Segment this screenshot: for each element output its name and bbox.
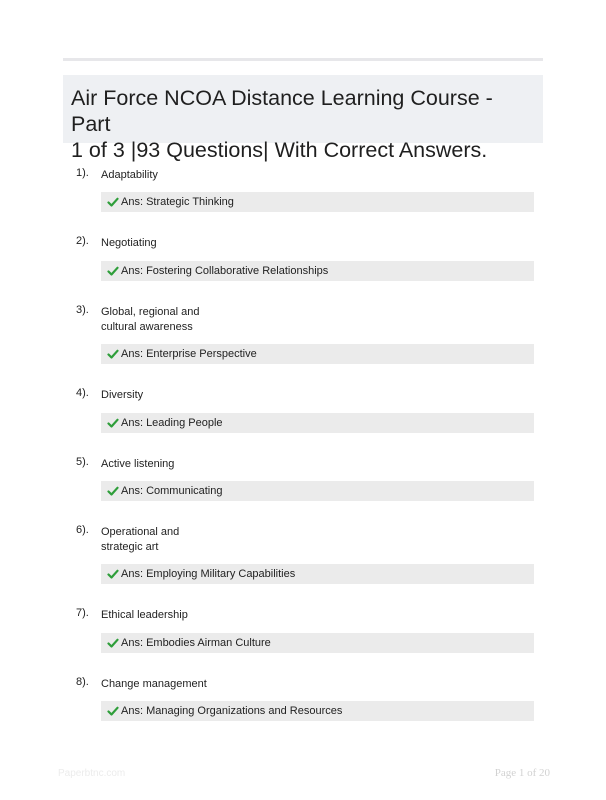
checkmark-icon	[107, 417, 119, 429]
answer-text: Ans: Fostering Collaborative Relationships	[121, 265, 329, 277]
watermark-text: Paperbtnc.com	[58, 768, 126, 779]
question-number: 3).	[76, 304, 89, 316]
checkmark-icon	[107, 485, 119, 497]
question-number: 7).	[76, 607, 89, 619]
checkmark-icon	[107, 568, 119, 580]
checkmark-icon	[107, 265, 119, 277]
question-text: Ethical leadership	[101, 609, 188, 621]
checkmark-icon	[107, 637, 119, 649]
top-divider	[63, 58, 543, 61]
question-text: Operational and strategic art	[101, 526, 180, 553]
answer-text: Ans: Communicating	[121, 485, 223, 497]
page-number: Page 1 of 20	[494, 767, 550, 779]
question-number: 2).	[76, 235, 89, 247]
answer-box	[101, 261, 534, 281]
answer-box	[101, 633, 534, 653]
question-text: Change management	[101, 678, 207, 690]
answer-text: Ans: Enterprise Perspective	[121, 348, 257, 360]
document-title: Air Force NCOA Distance Learning Course - Part 1 of 3 |93 Questions| With Correct Answers.	[71, 86, 493, 162]
answer-box	[101, 701, 534, 721]
question-text: Global, regional and cultural awareness	[101, 306, 200, 333]
answer-box	[101, 481, 534, 501]
answer-box	[101, 344, 534, 364]
question-number: 6).	[76, 524, 89, 536]
question-number: 1).	[76, 167, 89, 179]
answer-text: Ans: Strategic Thinking	[121, 196, 234, 208]
question-text: Adaptability	[101, 169, 158, 181]
question-number: 8).	[76, 676, 89, 688]
checkmark-icon	[107, 196, 119, 208]
checkmark-icon	[107, 348, 119, 360]
answer-box	[101, 564, 534, 584]
question-number: 5).	[76, 456, 89, 468]
question-text: Diversity	[101, 389, 144, 401]
question-number: 4).	[76, 387, 89, 399]
answer-box	[101, 413, 534, 433]
answer-text: Ans: Embodies Airman Culture	[121, 637, 271, 649]
title-banner	[63, 75, 543, 162]
answer-text: Ans: Leading People	[121, 417, 223, 429]
answer-text: Ans: Managing Organizations and Resources	[121, 705, 343, 717]
checkmark-icon	[107, 705, 119, 717]
answer-box	[101, 192, 534, 212]
question-text: Active listening	[101, 458, 175, 470]
question-text: Negotiating	[101, 237, 157, 249]
answer-text: Ans: Employing Military Capabilities	[121, 568, 296, 580]
